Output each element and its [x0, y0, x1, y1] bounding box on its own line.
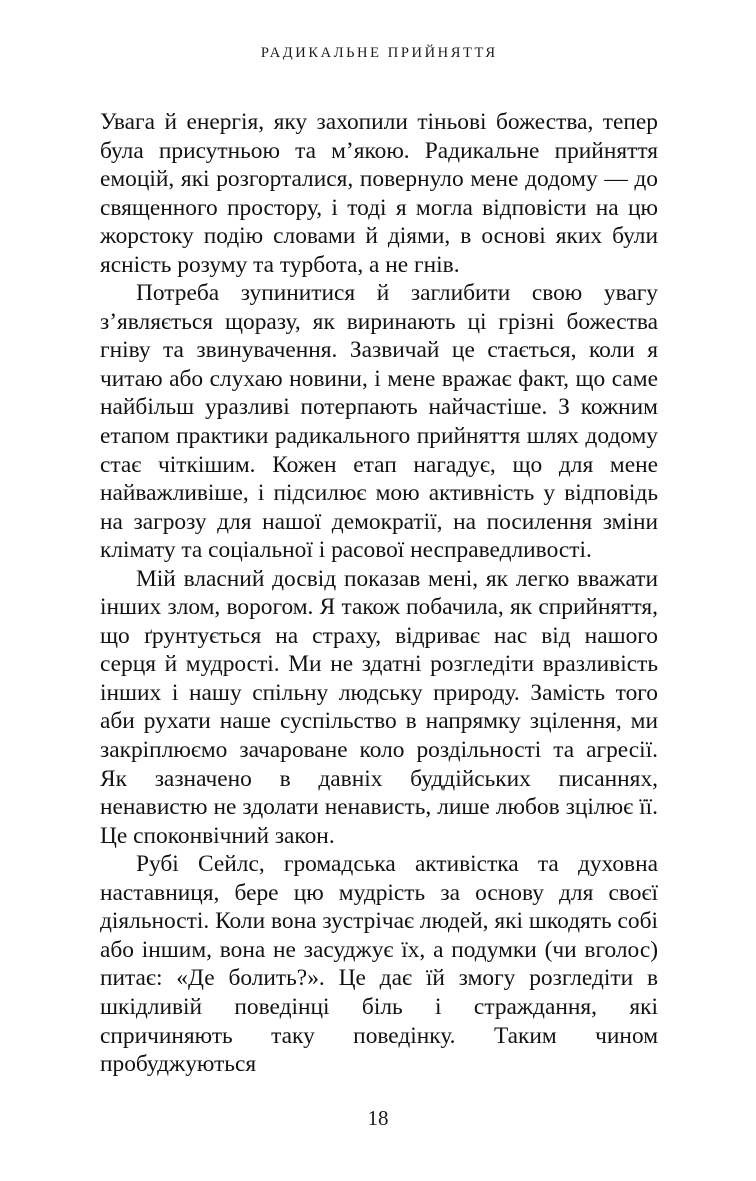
paragraph-4: Рубі Сейлс, громадська активістка та духовна наставниця, бере цю мудрість за основу для своєї діяльності. Коли вона зустрічає людей, які шкодять собі або іншим, вона не засуджує їх, а подумки (чи вголос) питає: «Де болить?». Це дає їй змогу розгледіти в шкідливій поведінці біль і страждання, які спричиняють таку поведінку. Таким чином пробуджуються — [100, 851, 658, 1078]
paragraph-2: Потреба зупинитися й заглибити свою увагу з’являється щоразу, як виринають ці грізні божества гніву та звинувачення. Зазвичай це стається, коли я читаю або слухаю новини, і мене вражає факт, що саме найбільш уразливі потерпають найчастіше. З кожним етапом практики радикального прийняття шлях додому стає чіткішим. Кожен етап нагадує, що для мене найважливіше, і підсилює мою активність у відповідь на загрозу для нашої демократії, на посилення зміни клімату та соціальної і расової несправедливості. — [100, 280, 658, 564]
running-head: РАДИКАЛЬНЕ ПРИЙНЯТТЯ — [260, 45, 498, 61]
paragraph-1: Увага й енергія, яку захопили тіньові божества, тепер була присутньою та м’якою. Радикальне прийняття емоцій, які розгорталися, повернуло мене додому — до священного простору, і тоді я могла відповісти на цю жорстоку подію словами й діями, в основі яких були ясність розуму та турбота, а не гнів. — [100, 109, 658, 278]
paragraph-3: Мій власний досвід показав мені, як легко вважати інших злом, ворогом. Я також побачила, як сприйняття, що ґрунтується на страху, відриває нас від нашого серця й мудрості. Ми не здатні розгледіти вразливість інших і нашу спільну людську природу. Замість того аби рухати наше суспільство в напрямку зцілення, ми закріплюємо зачароване коло роздільності та агресії. Як зазначено в давніх буддійських писаннях, ненавистю не здолати ненависть, лише любов зцілює її. Це споконвічний закон. — [100, 565, 658, 849]
page-number: 18 — [367, 1106, 389, 1130]
body-text-block — [100, 108, 658, 1079]
